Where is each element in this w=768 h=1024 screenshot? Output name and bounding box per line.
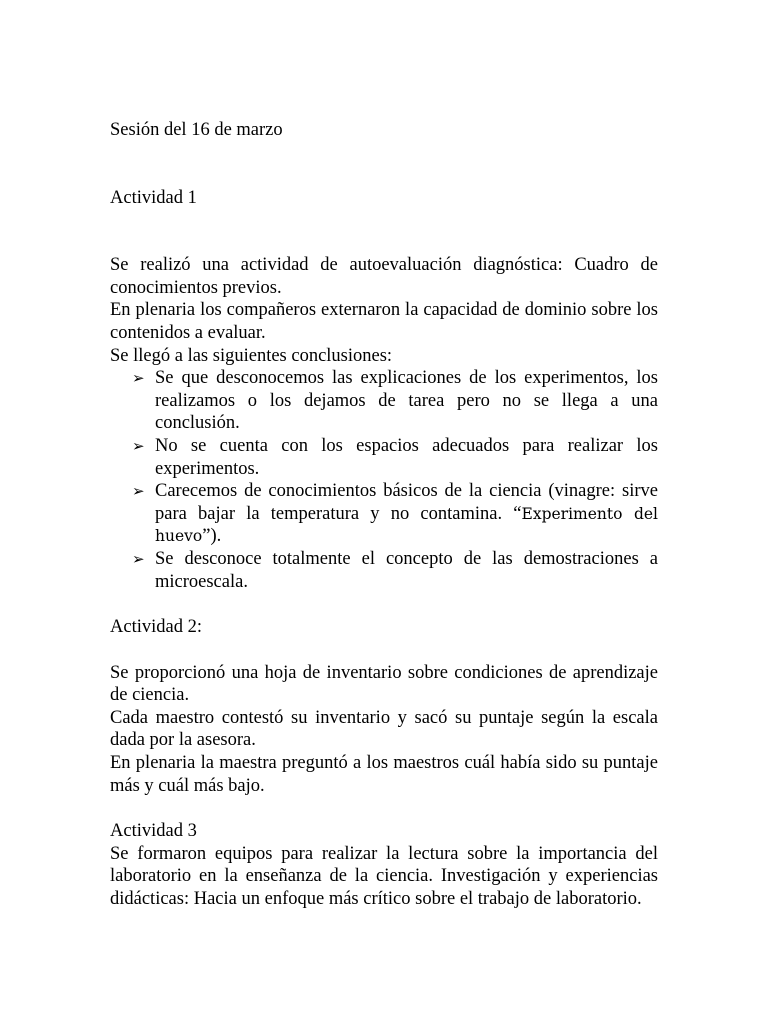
list-item	[132, 548, 658, 593]
activity1-paragraph-2: En plenaria los compañeros externaron la capacidad de dominio sobre los contenidos a evaluar.	[110, 300, 658, 343]
arrow-bullet-icon: ➢	[132, 482, 145, 501]
activity2-paragraph-3: En plenaria la maestra preguntó a los maestros cuál había sido su puntaje más y cuál más bajo.	[110, 753, 658, 796]
activity2-paragraph-1: Se proporcionó una hoja de inventario sobre condiciones de aprendizaje de ciencia.	[110, 662, 658, 706]
activity3-heading: Actividad 3	[110, 821, 197, 842]
list-item	[132, 435, 658, 480]
conclusion-text: No se cuenta con los espacios adecuados para realizar los experimentos.	[155, 435, 658, 479]
activity2-paragraph-2: Cada maestro contestó su inventario y sacó su puntaje según la escala dada por la asesora.	[110, 707, 658, 751]
quote-open: “	[513, 503, 522, 524]
activity1-paragraph-3: Se llegó a las siguientes conclusiones:	[110, 345, 393, 366]
conclusion-text: Se que desconocemos las explicaciones de los experimentos, los realizamos o los dejamos de tarea pero no se llega a una conclusión.	[155, 368, 658, 434]
arrow-bullet-icon: ➢	[132, 436, 145, 455]
arrow-bullet-icon: ➢	[132, 549, 145, 568]
experiment-name: Experimento del huevo	[155, 504, 658, 546]
activity2-heading: Actividad 2:	[110, 617, 202, 638]
activity1-heading: Actividad 1	[110, 187, 197, 208]
document-page	[110, 119, 658, 911]
list-item	[132, 480, 658, 548]
activity3-paragraph-1: Se formaron equipos para realizar la lectura sobre la importancia del laboratorio en la enseñanza de la ciencia. Investigación y experiencias didácticas: Hacia un enfoque más crítico sobre el trabajo de laboratorio.	[110, 843, 658, 910]
spacer	[110, 797, 658, 820]
session-title: Sesión del 16 de marzo	[110, 120, 283, 140]
conclusions-list	[110, 367, 658, 593]
list-item	[132, 367, 658, 435]
conclusion-text: Carecemos de conocimientos básicos de la ciencia (vinagre: sirve para bajar la temperatura y no contamina.	[155, 481, 658, 524]
conclusion-text: Se desconoce totalmente el concepto de las demostraciones a microescala.	[155, 548, 658, 592]
arrow-bullet-icon: ➢	[132, 369, 145, 388]
spacer	[110, 639, 658, 662]
quote-close: ”).	[202, 526, 222, 547]
spacer	[110, 209, 658, 254]
activity1-paragraph-1: Se realizó una actividad de autoevaluación diagnóstica: Cuadro de conocimientos previos.	[110, 255, 658, 298]
spacer	[110, 593, 658, 616]
spacer	[110, 142, 658, 187]
